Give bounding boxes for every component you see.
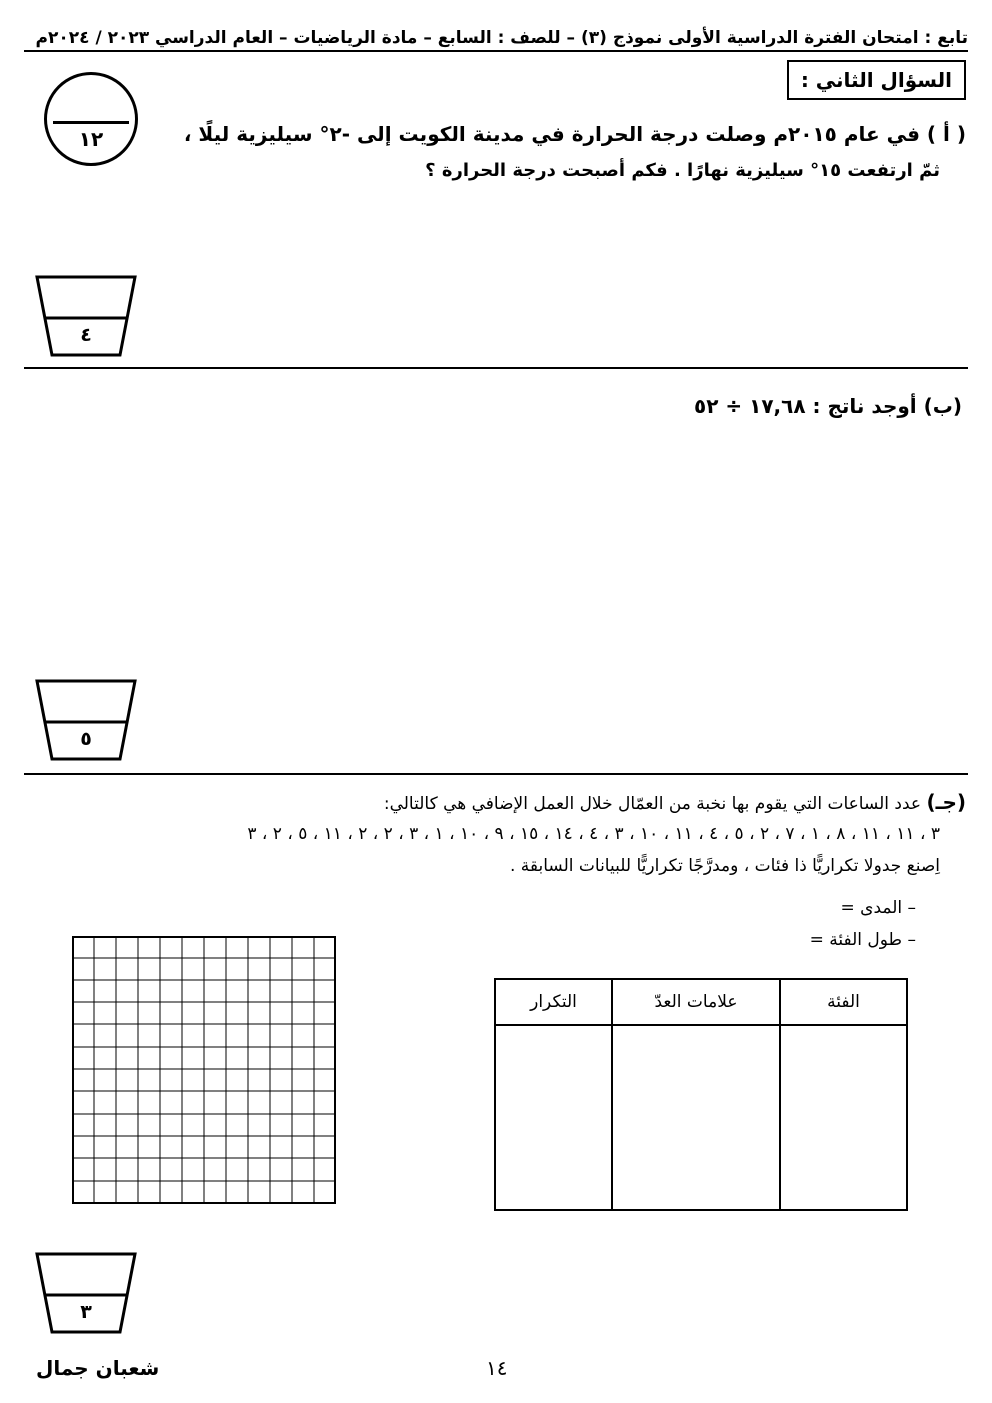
author-name: شعبان جمال <box>36 1356 160 1380</box>
part-a-score-cup <box>34 274 138 358</box>
part-c-data: ٣ ، ١١ ، ١١ ، ٨ ، ١ ، ٧ ، ٢ ، ٥ ، ٤ ، ١١ ، ١٠ ، ٣ ، ٤ ، ١٤ ، ١٥ ، ٩ ، ١٠ ، ١ ، ٣ ، ٢ ، ٢ ، ١١ ، ٥ ، ٢ ، ٣ <box>247 824 940 844</box>
tally-cell[interactable] <box>612 1025 780 1210</box>
part-c-intro-text: عدد الساعات التي يقوم بها نخبة من العمّال خلال العمل الإضافي هي كالتالي: <box>383 794 922 814</box>
frequency-table <box>494 978 908 1211</box>
part-a-line-1: ( أ ) في عام ٢٠١٥م وصلت درجة الحرارة في مدينة الكويت إلى -٢° سيليزية ليلًا ، <box>183 122 966 146</box>
table-header-class: الفئة <box>780 979 907 1025</box>
class-cell[interactable] <box>780 1025 907 1210</box>
histogram-grid[interactable] <box>72 936 336 1204</box>
part-c-score: ٣ <box>80 1301 92 1323</box>
range-label: – المدى = <box>840 898 916 918</box>
part-c-score-cup <box>34 1251 138 1335</box>
part-b-score-cup <box>34 678 138 762</box>
page-number: ١٤ <box>486 1356 508 1380</box>
part-b-question: (ب) أوجد ناتج : ١٧,٦٨ ÷ ٥٢ <box>694 394 962 418</box>
section-divider <box>24 773 968 775</box>
table-header-frequency: التكرار <box>495 979 612 1025</box>
part-a-line-2: ثمّ ارتفعت ١٥° سيليزية نهارًا . فكم أصبحت درجة الحرارة ؟ <box>425 160 940 181</box>
section-divider <box>24 367 968 369</box>
part-c-intro <box>26 790 966 814</box>
frequency-table-body-row[interactable] <box>495 1025 907 1210</box>
part-b-score: ٥ <box>80 728 92 750</box>
part-c-instruction: اِصنع جدولا تكراريًّا ذا فئات ، ومدرَّجًا تكراريًّا للبيانات السابقة . <box>509 856 940 876</box>
page-header: تابع : امتحان الفترة الدراسية الأولى نموذج (٣) – للصف : السابع – مادة الرياضيات – العام الدراسي ٢٠٢٣ / ٢٠٢٤م <box>24 28 968 52</box>
part-a-score: ٤ <box>80 324 92 346</box>
total-score-circle <box>44 72 138 166</box>
question-label-box: السؤال الثاني : <box>787 60 966 100</box>
frequency-table-header-row <box>495 979 907 1025</box>
class-length-label: – طول الفئة = <box>809 930 916 950</box>
frequency-cell[interactable] <box>495 1025 612 1210</box>
total-score-value: ١٢ <box>78 127 104 151</box>
part-c-label: (جـ) <box>926 790 966 814</box>
table-header-tally: علامات العدّ <box>612 979 780 1025</box>
